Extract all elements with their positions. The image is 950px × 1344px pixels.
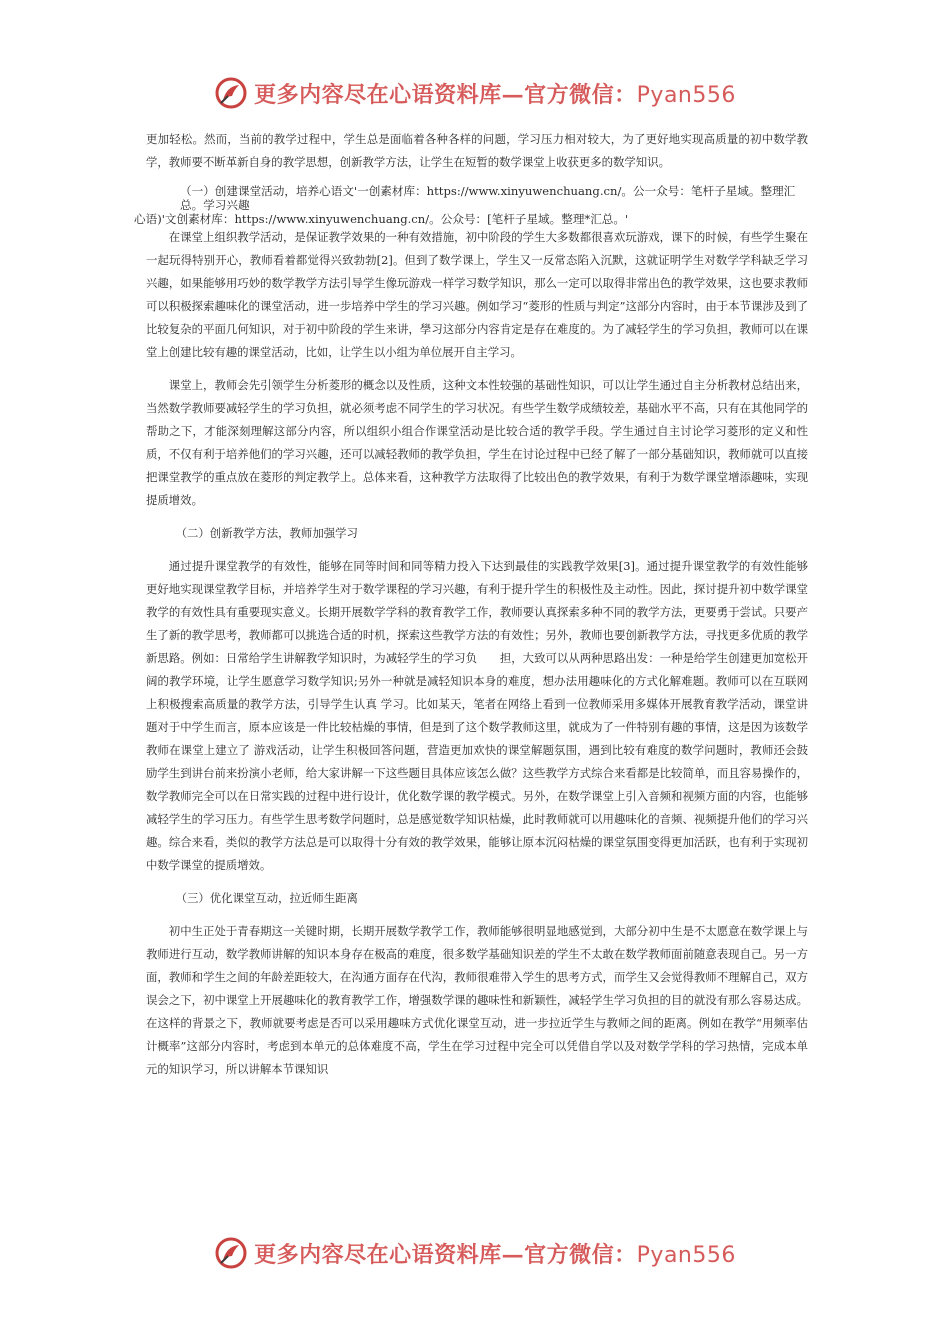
- footer-banner: [0, 1230, 950, 1276]
- logo-icon: [214, 76, 248, 110]
- paragraph: 初中生正处于青春期这一关键时期，长期开展数学教学工作，教师能够很明显地感觉到，大部分初中生是不太愿意在数学课上与教师进行互动，数学教师讲解的知识本身存在极高的难度，很多数学基础知识差的学生不太敢在数学教师面前随意表现自己。另一方面，教师和学生之间的年龄差距较大，在沟通方面存在代沟，教师很难带入学生的思考方式，而学生又会觉得教师不理解自己，双方误会之下，初中课堂上开展趣味化的教育教学工作，增强数学课的趣味性和新颖性，减轻学生学习负担的目的就没有那么容易达成。在这样的背景之下，教师就要考虑是否可以采用趣味方式优化课堂互动，进一步拉近学生与教师之间的距离。例如在教学“用频率估计概率”这部分内容时，考虑到本单元的总体难度不高，学生在学习过程中完全可以凭借自学以及对数学学科的学习热情，完成本单元的知识学习，所以讲解本节课知识: [146, 924, 808, 1076]
- logo-icon: [214, 1236, 248, 1270]
- section-heading: （二）创新教学方法，教师加强学习: [175, 526, 358, 540]
- paragraph: 更加轻松。然而，当前的教学过程中，学生总是面临着各种各样的问题，学习压力相对较大，为了更好地实现高质量的初中数学教学，教师要不断革新自身的教学思想，创新教学方法，让学生在短暂的数学课堂上收获更多的数学知识。: [146, 132, 808, 169]
- banner-title: 更多内容尽在心语资料库—官方微信：Pyan556: [254, 1241, 736, 1268]
- document-body: [134, 128, 808, 1081]
- paragraph: 课堂上，教师会先引领学生分析菱形的概念以及性质，这种文本性较强的基础性知识，可以让学生通过自主分析教材总结出来，当然数学教师要减轻学生的学习负担，就必须考虑不同学生的学习状况。有些学生数学成绩较差，基础水平不高，只有在其他同学的帮助之下，才能深刻理解这部分内容，所以组织小组合作课堂活动是比较合适的教学手段。学生通过自主讨论学习菱形的定义和性质，不仅有利于培养他们的学习兴趣，还可以减轻教师的教学负担，学生在讨论过程中已经了解了一部分基础知识，教师就可以直接把课堂教学的重点放在菱形的判定教学上。总体来看，这种教学方法取得了比较出色的教学效果，有利于为数学课堂增添趣味，实现提质增效。: [146, 378, 808, 507]
- paragraph: 在课堂上组织教学活动，是保证教学效果的一种有效措施，初中阶段的学生大多数都很喜欢玩游戏，课下的时候，有些学生聚在一起玩得特别开心，教师看着都觉得兴致勃勃[2]。但到了数学课上，学生又一反常态陷入沉默，这就证明学生对数学学科缺乏学习兴趣，如果能够用巧妙的数学教学方法引导学生像玩游戏一样学习数学知识，那么一定可以取得非常出色的教学效果，这也要求教师可以积极探索趣味化的课堂活动，进一步培养中学生的学习兴趣。例如学习“菱形的性质与判定”这部分内容时，由于本节课涉及到了比较复杂的平面几何知识，对于初中阶段的学生来讲，學习这部分内容肯定是存在难度的。为了减轻学生的学习负担，教师可以在课堂上创建比较有趣的课堂活动，比如，让学生以小组为单位展开自主学习。: [146, 230, 808, 359]
- section-heading: （三）优化课堂互动，拉近师生距离: [175, 891, 358, 905]
- section-heading-watermarked: （一）创建课堂活动，培养心语文'一创素材库：https://www.xinyuwenchuang.cn/。公一众号：笔杆子星域。整理汇总。学习兴趣: [180, 184, 796, 212]
- paragraph: 通过提升课堂教学的有效性，能够在同等时间和同等精力投入下达到最佳的实践教学效果[3]。通过提升课堂教学的有效性能够更好地实现课堂教学目标，并培养学生对于数学课程的学习兴趣，有利于提升学生的积极性及主动性。因此，探讨提升初中数学课堂教学的有效性具有重要现实意义。长期开展数学学科的教育教学工作，教师要认真探索多种不同的教学方法，更要勇于尝试。只要产生了新的教学思考，教师都可以挑选合适的时机，探索这些教学方法的有效性；另外，教师也要创新教学方法，寻找更多优质的教学新思路。例如：日常给学生讲解教学知识时，为减轻学生的学习负 担，大致可以从两种思路出发：一种是给学生创建更加宽松开阔的教学环境，让学生愿意学习数学知识;另外一种就是减轻知识本身的难度，想办法用趣味化的方式化解难题。教师可以在互联网上积极搜索高质量的教学方法，引导学生认真 学习。比如某天，笔者在网络上看到一位教师采用多媒体开展教育教学活动，课堂讲题对于中学生而言，原本应该是一件比较枯燥的事情，但是到了这个数学教师这里，就成为了一件特别有趣的事情，这是因为该数学教师在课堂上建立了 游戏活动，让学生积极回答问题，营造更加欢快的课堂解题氛围，遇到比较有难度的数学问题时，教师还会鼓励学生到讲台前来扮演小老师，给大家讲解一下这些题目具体应该怎么做？这些教学方式综合来看都是比较简单，而且容易操作的，数学教师完全可以在日常实践的过程中进行设计，优化数学课的教学模式。另外，在数学课堂上引入音频和视频方面的内容，也能够减轻学生的学习压力。有些学生思考数学问题时，总是感觉数学知识枯燥，此时教师就可以用趣味化的音频、视频提升他们的学习兴趣。综合来看，类似的教学方法总是可以取得十分有效的教学效果，能够让原本沉闷枯燥的课堂氛围变得更加活跃，也有利于实现初中数学课堂的提质增效。: [146, 559, 808, 872]
- watermark-text: 心语)'文创素材库：https://www.xinyuwenchuang.cn/。公众号：[笔杆子星域。整理*汇总。': [134, 212, 629, 226]
- header-banner: [0, 70, 950, 116]
- banner-title: 更多内容尽在心语资料库—官方微信：Pyan556: [254, 81, 736, 108]
